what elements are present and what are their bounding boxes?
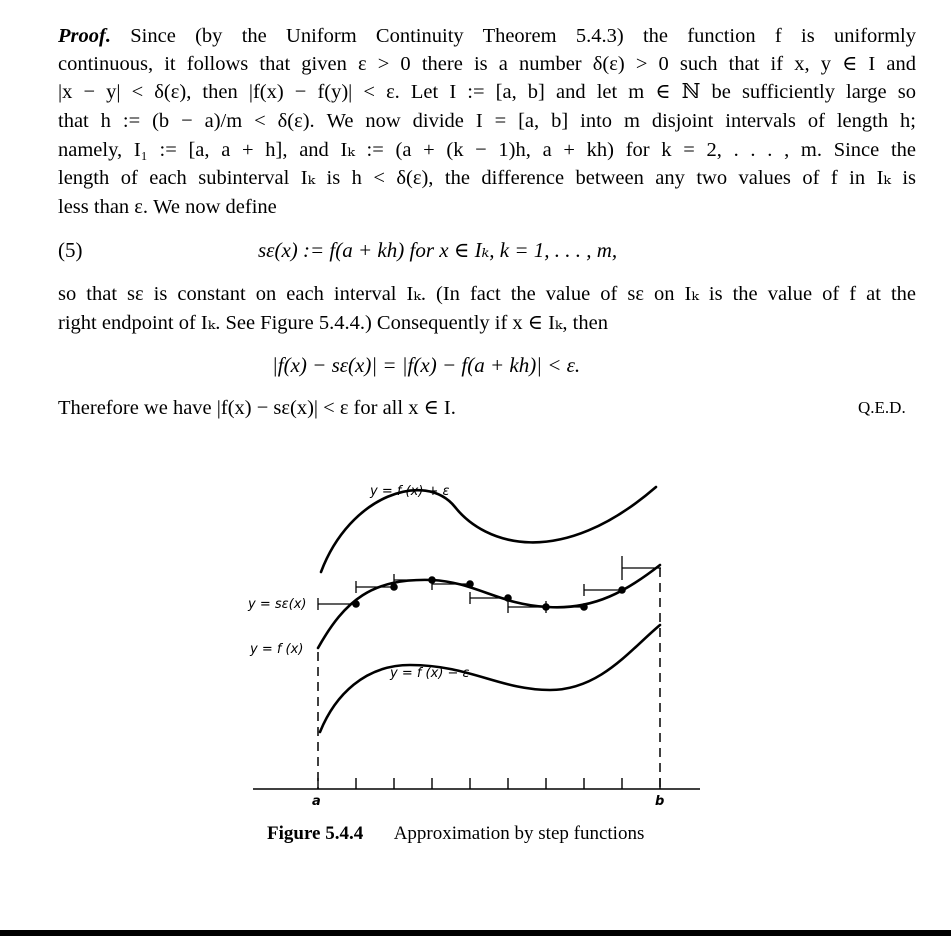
proof-line-6: length of each subinterval Iₖ is h < δ(ε), the difference between any two values of f in Iₖ is — [58, 167, 916, 189]
axis-label-a: a — [312, 794, 321, 809]
step-segments — [318, 568, 661, 607]
proof-label: Proof. — [58, 25, 111, 47]
proof-line-3: |x − y| < δ(ε), then |f(x) − f(y)| < ε. Let I := [a, b] and let m ∈ ℕ be sufficiently large so — [58, 81, 916, 103]
proof-line-8: so that sε is constant on each interval Iₖ. (In fact the value of sε on Iₖ is the value of f at the — [58, 283, 916, 305]
upper-curve — [321, 487, 656, 572]
f-curve — [318, 565, 660, 648]
proof-line-5: namely, I₁ := [a, a + h], and Iₖ := (a + (k − 1)h, a + kh) for k = 2, . . . , m. Since the — [58, 139, 916, 161]
proof-line-2: continuous, it follows that given ε > 0 there is a number δ(ε) > 0 such that if x, y ∈ I and — [58, 53, 916, 75]
qed-mark: Q.E.D. — [858, 398, 906, 417]
f-curve-label: y = f (x) — [250, 642, 304, 657]
equation-6: |f(x) − sε(x)| = |f(x) − f(a + kh)| < ε. — [272, 353, 581, 377]
proof-line-4: that h := (b − a)/m < δ(ε). We now divide I = [a, b] into m disjoint intervals of length h; — [58, 110, 916, 132]
upper-curve-label: y = f (x) + ε — [370, 484, 450, 499]
caption-text: Approximation by step functions — [393, 823, 645, 844]
proof-line-1: Proof. Since (by the Uniform Continuity Theorem 5.4.3) the function f is uniformly — [58, 25, 916, 47]
axis-ticks — [318, 778, 660, 789]
caption-number: Figure 5.4.4 — [267, 823, 364, 844]
axis-label-b: b — [655, 794, 665, 809]
step-function-label: y = sε(x) — [248, 597, 307, 612]
lower-curve-label: y = f (x) − ε — [390, 666, 470, 681]
proof-line-9: right endpoint of Iₖ. See Figure 5.4.4.) Consequently if x ∈ Iₖ, then — [58, 312, 608, 334]
equation-number: (5) — [58, 238, 83, 262]
equation-5: sε(x) := f(a + kh) for x ∈ Iₖ, k = 1, . . . , m, — [258, 238, 618, 262]
bottom-border — [0, 930, 951, 936]
proof-line-10: Therefore we have |f(x) − sε(x)| < ε for all x ∈ I. — [58, 397, 456, 419]
lower-curve — [320, 625, 660, 732]
figure-caption — [267, 823, 644, 845]
proof-line-7: less than ε. We now define — [58, 196, 277, 218]
